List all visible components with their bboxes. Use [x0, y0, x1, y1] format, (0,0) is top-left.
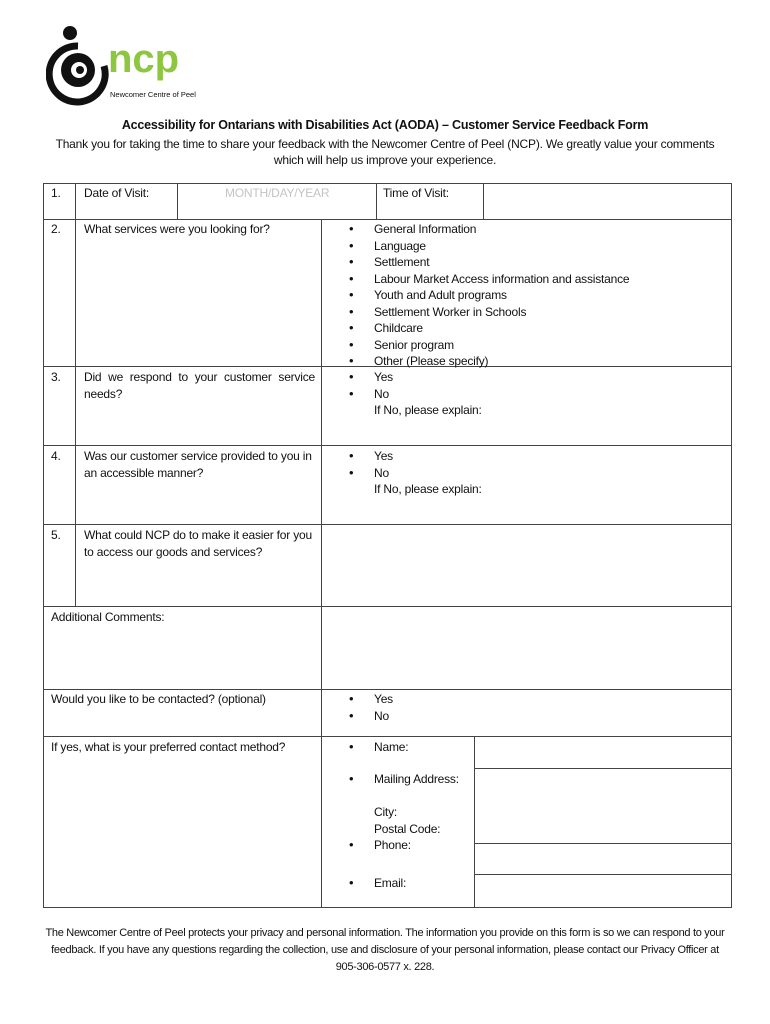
column-divider [177, 184, 178, 220]
no-option[interactable]: • No [349, 386, 393, 403]
email-label: • Email: [349, 875, 406, 892]
improve-answer-field[interactable] [322, 525, 731, 606]
no-option[interactable]: • No [349, 708, 393, 725]
explain-label: If No, please explain: [374, 403, 482, 417]
city-label: City: [374, 805, 398, 819]
time-of-visit-label: Time of Visit: [383, 186, 449, 200]
yes-option[interactable]: • Yes [349, 448, 393, 465]
accessible-options [349, 448, 393, 481]
service-option[interactable]: • Childcare [349, 320, 629, 337]
intro-text: Thank you for taking the time to share your feedback with the Newcomer Centre of Peel (NCP). We greatly value your comments which will help us improve your experience. [55, 137, 715, 167]
service-option[interactable]: • Settlement [349, 254, 629, 271]
row-number: 1. [51, 186, 61, 200]
contact-method-question: If yes, what is your preferred contact method? [51, 740, 286, 754]
contact-options [349, 691, 393, 724]
logo-text: ncp [108, 37, 180, 81]
additional-comments-field[interactable] [322, 607, 731, 689]
accessible-question: Was our customer service provided to you in an accessible manner? [84, 449, 312, 480]
phone-field[interactable] [475, 844, 731, 874]
ncp-logo-mark [46, 26, 216, 106]
logo-subtitle: Newcomer Centre of Peel [110, 90, 196, 99]
no-option[interactable]: • No [349, 465, 393, 482]
service-option[interactable]: • General Information [349, 221, 629, 238]
contact-method-address [349, 771, 459, 788]
row-divider [44, 445, 731, 446]
column-divider [75, 184, 76, 607]
yes-option[interactable]: • Yes [349, 691, 393, 708]
additional-comments-label: Additional Comments: [51, 610, 165, 624]
privacy-notice: The Newcomer Centre of Peel protects your privacy and personal information. The information you provide on this form is so we can respond to your feedback. If you have any questions regarding the collection, use and disclosure of your personal information, please contact our Privacy Officer at 905-306-0577 x. 228. [45, 927, 725, 973]
contact-method-name [349, 739, 408, 756]
ncp-logo [46, 26, 216, 106]
services-question: What services were you looking for? [84, 222, 270, 236]
service-option[interactable]: • Youth and Adult programs [349, 287, 629, 304]
improve-question: What could NCP do to make it easier for you to access our goods and services? [84, 528, 312, 559]
row-number: 2. [51, 222, 61, 236]
service-option[interactable]: • Language [349, 238, 629, 255]
row-number: 4. [51, 449, 61, 463]
service-option[interactable]: • Labour Market Access information and assistance [349, 271, 629, 288]
services-options [349, 221, 629, 370]
yes-option[interactable]: • Yes [349, 369, 393, 386]
name-field[interactable] [475, 737, 731, 768]
time-of-visit-input[interactable] [484, 184, 731, 219]
column-divider [376, 184, 377, 220]
service-option[interactable]: • Settlement Worker in Schools [349, 304, 629, 321]
form-title: Accessibility for Ontarians with Disabilities Act (AODA) – Customer Service Feedback Form [121, 118, 649, 132]
row-divider [44, 219, 731, 220]
date-of-visit-label: Date of Visit: [84, 186, 150, 200]
explain-label: If No, please explain: [374, 482, 482, 496]
feedback-form-table [43, 183, 732, 908]
mailing-address-label: • Mailing Address: [349, 771, 459, 788]
row-divider [44, 689, 731, 690]
mailing-address-field[interactable] [475, 769, 731, 843]
phone-label: • Phone: [349, 837, 411, 854]
name-label: • Name: [349, 739, 408, 756]
contact-method-phone [349, 837, 411, 854]
row-number: 5. [51, 528, 61, 542]
service-option[interactable]: • Senior program [349, 337, 629, 354]
postal-code-label: Postal Code: [374, 822, 441, 836]
contact-question: Would you like to be contacted? (optional) [51, 692, 266, 706]
date-of-visit-input[interactable]: MONTH/DAY/YEAR [225, 186, 330, 200]
email-field[interactable] [475, 875, 731, 908]
service-option[interactable]: • Other (Please specify) [349, 353, 629, 370]
row-number: 3. [51, 370, 61, 384]
respond-options [349, 369, 393, 402]
respond-question: Did we respond to your customer service needs? [84, 370, 315, 401]
contact-method-email [349, 875, 406, 892]
